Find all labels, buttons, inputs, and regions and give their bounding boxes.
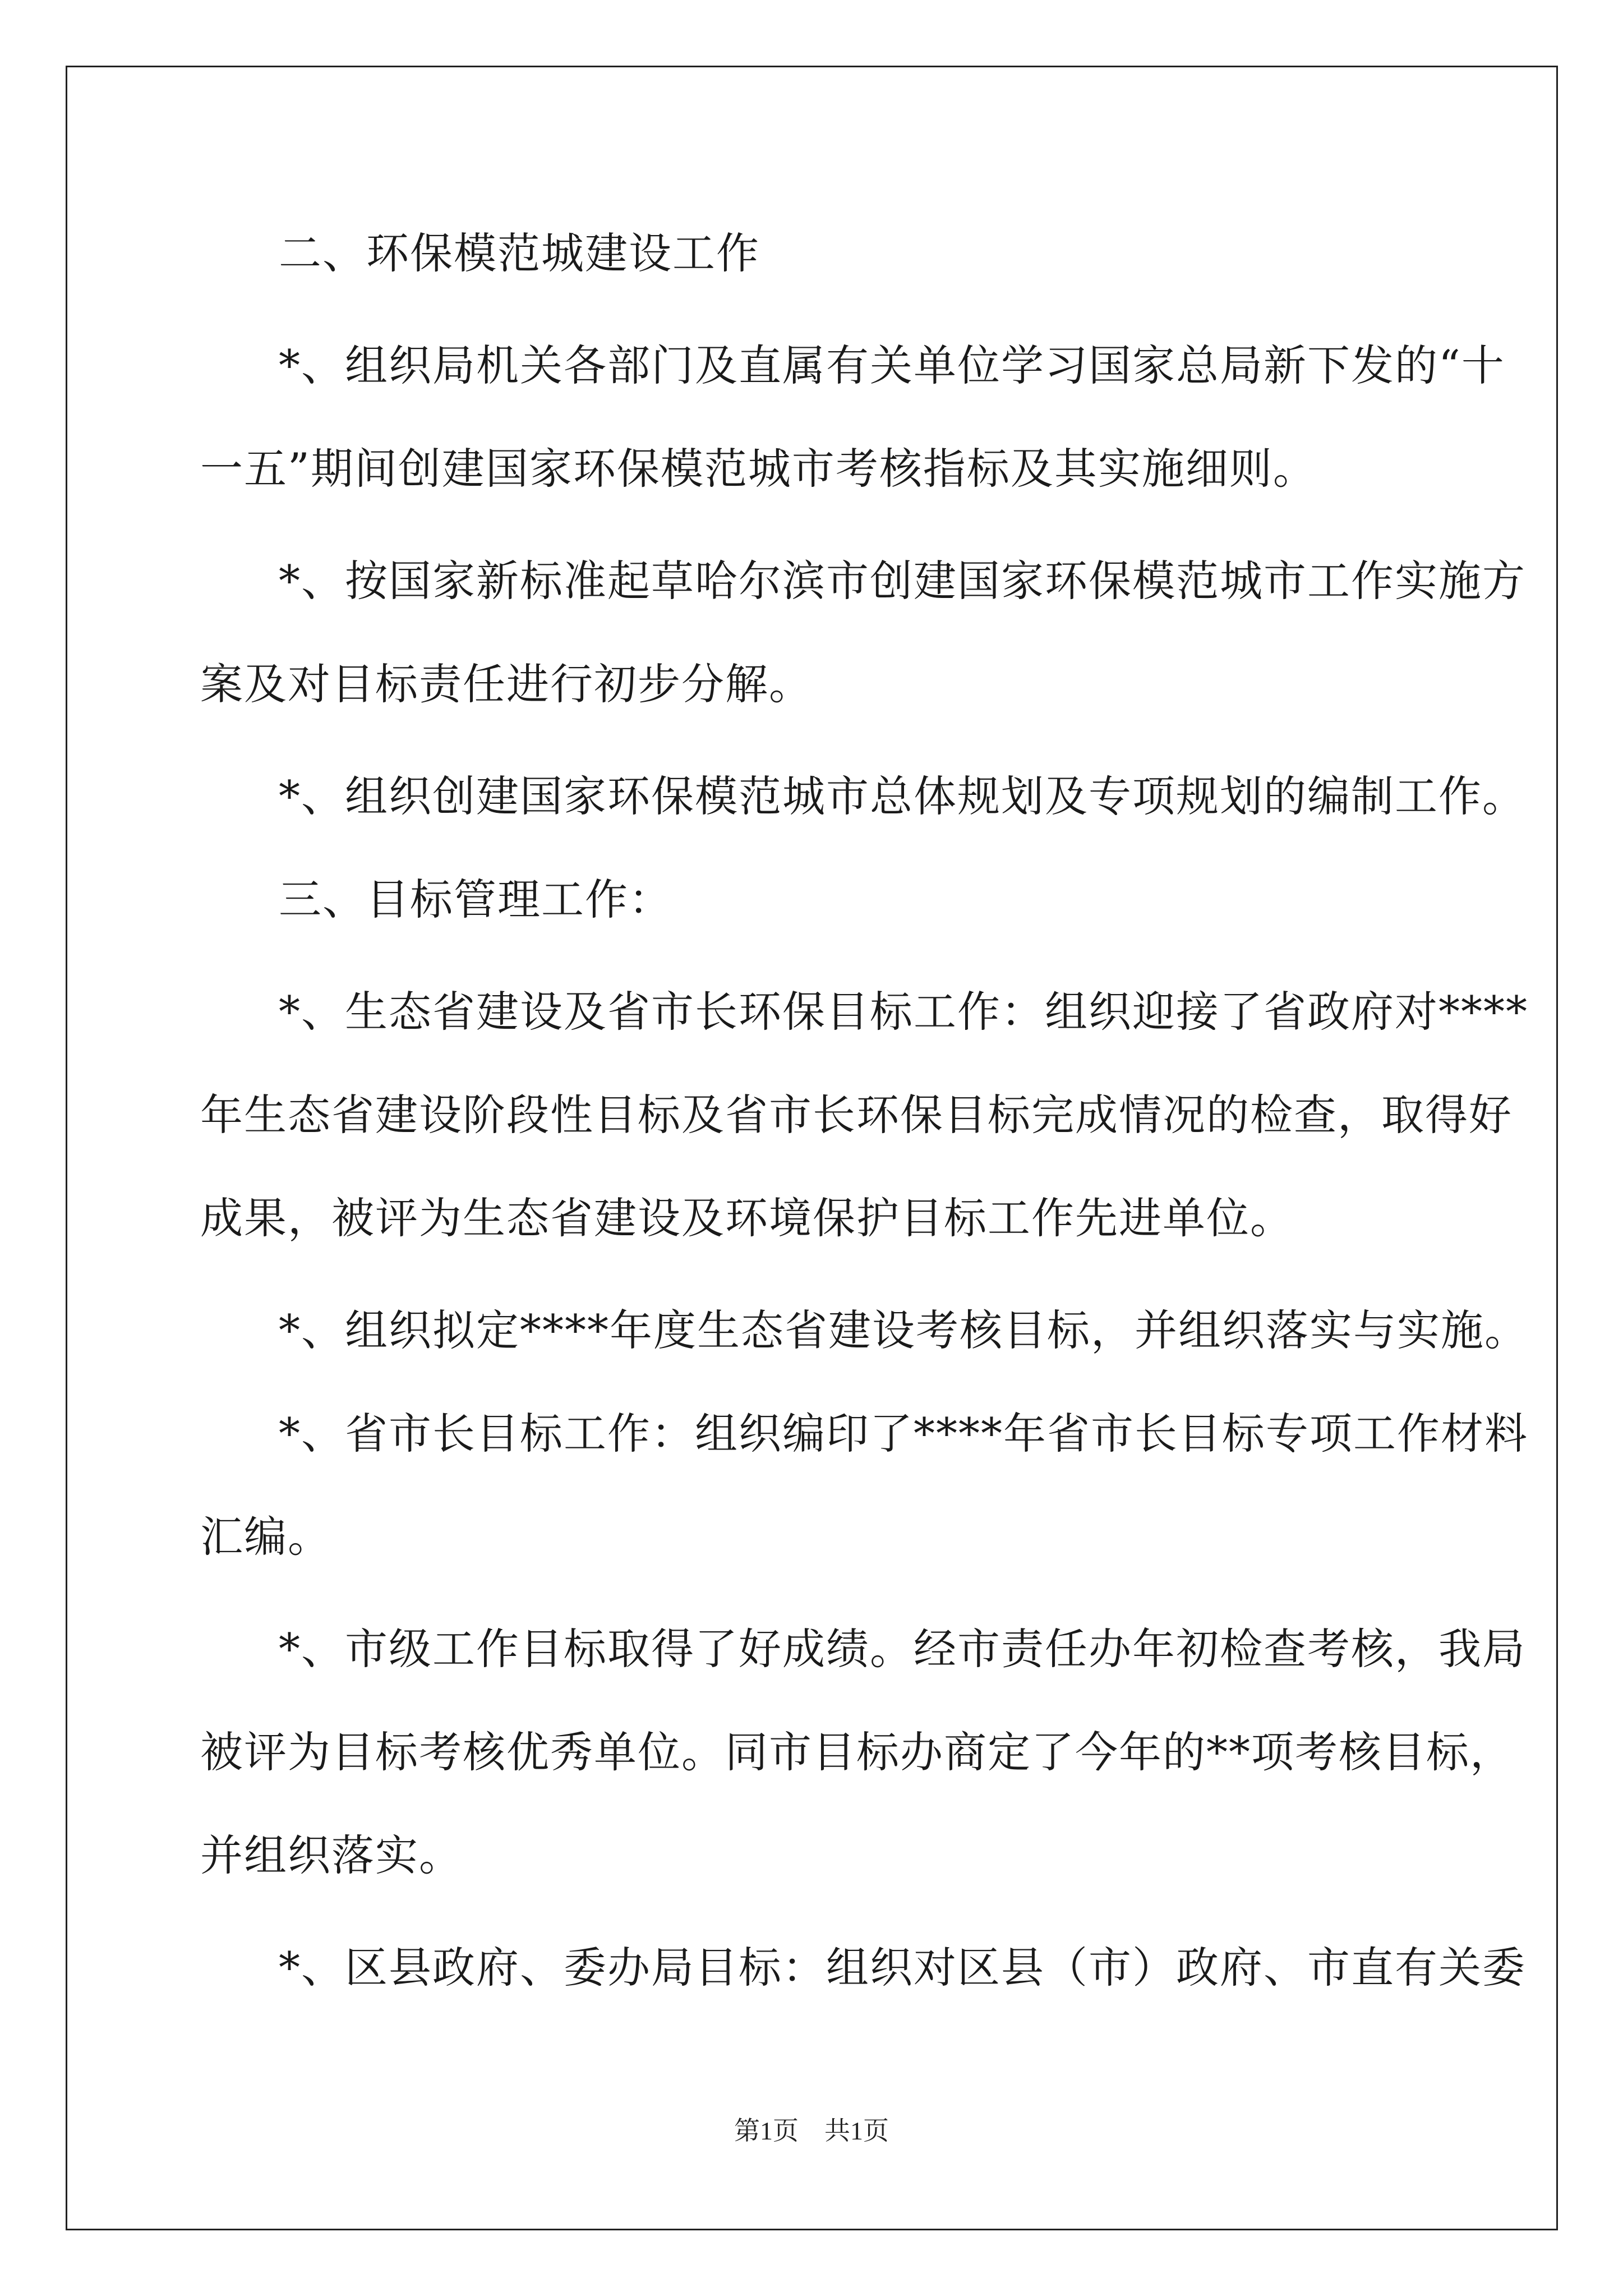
paragraph-line: *、按国家新标准起草哈尔滨市创建国家环保模范城市工作实施方 xyxy=(279,556,1526,606)
paragraph-line: *、市级工作目标取得了好成绩。经市责任办年初检查考核，我局 xyxy=(279,1624,1526,1674)
paragraph-line: *、区县政府、委办局目标：组织对区县（市）政府、市直有关委 xyxy=(279,1943,1526,1993)
paragraph-line: 年生态省建设阶段性目标及省市长环保目标完成情况的检查，取得好 xyxy=(200,1090,1513,1140)
paragraph-line: *、组织创建国家环保模范城市总体规划及专项规划的编制工作。 xyxy=(279,771,1526,821)
paragraph-line: 并组织落实。 xyxy=(200,1830,463,1880)
paragraph-line: 一五”期间创建国家环保模范城市考核指标及其实施细则。 xyxy=(200,444,1317,494)
paragraph-line: *、生态省建设及省市长环保目标工作：组织迎接了省政府对**** xyxy=(279,987,1528,1037)
paragraph-line: 汇编。 xyxy=(200,1512,331,1562)
section-heading: 三、目标管理工作： xyxy=(279,875,672,924)
paragraph-line: 案及对目标责任进行初步分解。 xyxy=(200,659,813,709)
paragraph-line: 成果，被评为生态省建设及环境保护目标工作先进单位。 xyxy=(200,1193,1294,1243)
paragraph-line: *、省市长目标工作：组织编印了****年省市长目标专项工作材料 xyxy=(279,1409,1528,1458)
paragraph-line: *、组织局机关各部门及直属有关单位学习国家总局新下发的“十 xyxy=(279,341,1505,390)
page-number-footer: 第1页 共1页 xyxy=(734,2116,889,2145)
paragraph-line: 被评为目标考核优秀单位。同市目标办商定了今年的**项考核目标， xyxy=(200,1727,1514,1777)
section-heading: 二、环保模范城建设工作 xyxy=(279,228,760,278)
paragraph-line: *、组织拟定****年度生态省建设考核目标，并组织落实与实施。 xyxy=(279,1305,1528,1355)
